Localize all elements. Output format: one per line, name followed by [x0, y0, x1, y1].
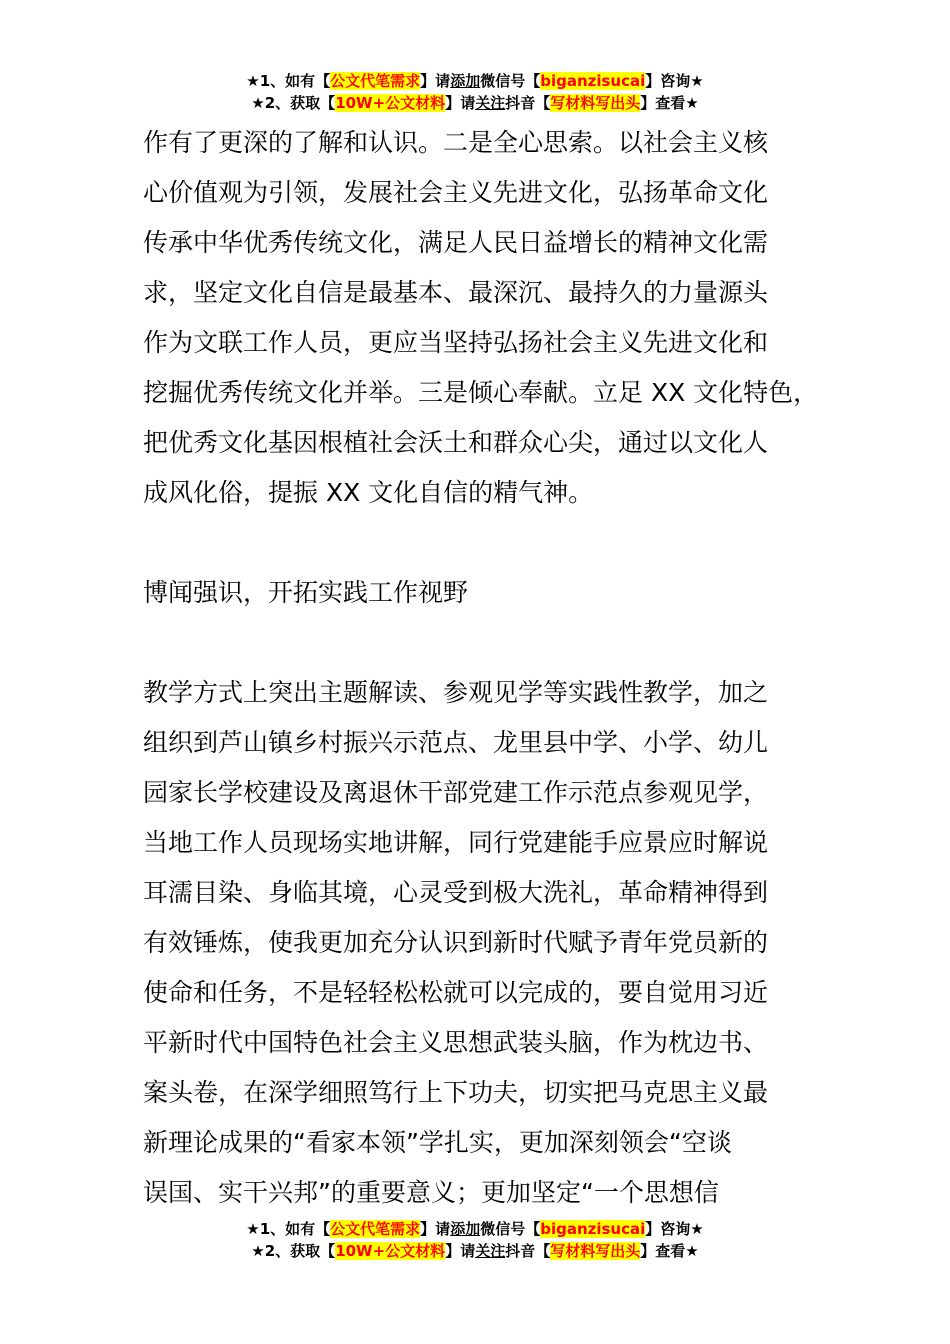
highlight-wechat-id: biganzisucai: [540, 1220, 646, 1238]
highlight-douyin-id: 写材料写出头: [550, 1242, 641, 1260]
text-line: 传承中华优秀传统文化，满足人民日益增长的精神文化需: [143, 228, 769, 257]
banner-text: ★1、如有【: [246, 1220, 331, 1238]
highlight-douyin-id: 写材料写出头: [550, 94, 641, 112]
text-line: 作为文联工作人员，更应当坚持弘扬社会主义先进文化和: [143, 328, 769, 357]
underlined-text: 关注: [475, 94, 506, 112]
underlined-text: 添加: [450, 72, 481, 90]
text-line: 新理论成果的“看家本领”学扎实，更加深刻领会“空谈: [143, 1128, 732, 1157]
footer-banner: [0, 1218, 950, 1262]
banner-line-2: [0, 1240, 950, 1262]
text-line: 求，坚定文化自信是最基本、最深沉、最持久的力量源头: [143, 278, 769, 307]
banner-text: 微信号【: [480, 72, 541, 90]
banner-text: 微信号【: [480, 1220, 541, 1238]
text-line: 园家长学校建设及离退休干部党建工作示范点参观见学，: [143, 778, 769, 807]
text-line: 平新时代中国特色社会主义思想武装头脑，作为枕边书、: [143, 1028, 769, 1057]
banner-text: 抖音【: [505, 1242, 551, 1260]
text-line: 有效锤炼，使我更加充分认识到新时代赋予青年党员新的: [143, 928, 769, 957]
section-heading: 博闻强识，开拓实践工作视野: [143, 578, 469, 607]
text-line: 挖掘优秀传统文化并举。三是倾心奉献。立足 XX 文化特色，: [143, 378, 819, 407]
text-line: 把优秀文化基因根植社会沃土和群众心尖，通过以文化人: [143, 428, 769, 457]
highlight-service: 公文代笔需求: [330, 72, 421, 90]
document-body: [143, 118, 843, 1218]
paragraph-gap: [143, 518, 843, 568]
paragraph-2: [143, 668, 843, 1218]
banner-text: 】咨询★: [645, 72, 704, 90]
text-line: 作有了更深的了解和认识。二是全心思索。以社会主义核: [143, 128, 769, 157]
paragraph-gap: [143, 618, 843, 668]
underlined-text: 添加: [450, 1220, 481, 1238]
banner-text: 】查看★: [640, 94, 699, 112]
banner-line-1: [0, 70, 950, 92]
banner-line-2: [0, 92, 950, 114]
highlight-materials: 10W+公文材料: [335, 94, 446, 112]
highlight-service: 公文代笔需求: [330, 1220, 421, 1238]
banner-text: 】查看★: [640, 1242, 699, 1260]
text-line: 使命和任务，不是轻轻松松就可以完成的，要自觉用习近: [143, 978, 769, 1007]
text-line: 教学方式上突出主题解读、参观见学等实践性教学，加之: [143, 678, 769, 707]
text-line: 组织到芦山镇乡村振兴示范点、龙里县中学、小学、幼儿: [143, 728, 769, 757]
banner-text: 】请: [445, 1242, 476, 1260]
text-line: 耳濡目染、身临其境，心灵受到极大洗礼，革命精神得到: [143, 878, 769, 907]
text-line: 成风化俗，提振 XX 文化自信的精气神。: [143, 478, 594, 507]
banner-text: ★1、如有【: [246, 72, 331, 90]
banner-text: 】请: [420, 72, 451, 90]
banner-text: 抖音【: [505, 94, 551, 112]
banner-text: ★2、获取【: [251, 94, 336, 112]
banner-text: 】请: [420, 1220, 451, 1238]
highlight-materials: 10W+公文材料: [335, 1242, 446, 1260]
text-line: 心价值观为引领，发展社会主义先进文化，弘扬革命文化: [143, 178, 769, 207]
header-banner: [0, 70, 950, 114]
text-line: 当地工作人员现场实地讲解，同行党建能手应景应时解说: [143, 828, 769, 857]
banner-text: ★2、获取【: [251, 1242, 336, 1260]
banner-text: 】请: [445, 94, 476, 112]
text-line: 误国、实干兴邦”的重要意义；更加坚定“一个思想信: [143, 1178, 719, 1207]
underlined-text: 关注: [475, 1242, 506, 1260]
text-line: 案头卷，在深学细照笃行上下功夫，切实把马克思主义最: [143, 1078, 769, 1107]
highlight-wechat-id: biganzisucai: [540, 72, 646, 90]
banner-line-1: [0, 1218, 950, 1240]
banner-text: 】咨询★: [645, 1220, 704, 1238]
paragraph-1: [143, 118, 843, 518]
